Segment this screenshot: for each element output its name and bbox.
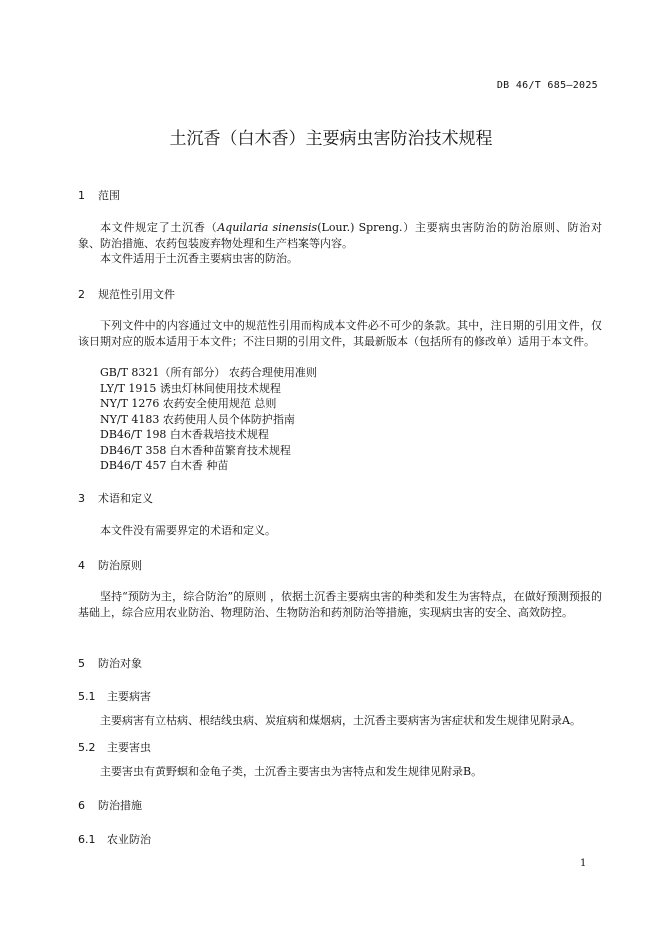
main-pests-paragraph: 主要害虫有黄野螟和金龟子类，土沉香主要害虫为害特点和发生规律见附录B。	[100, 765, 483, 778]
latin-name: Aquilaria sinensis	[217, 221, 318, 234]
section-1-heading	[78, 187, 120, 203]
reference-item: DB46/T 198 白木香栽培技术规程	[100, 428, 269, 441]
section-title: 农业防治	[107, 833, 151, 846]
reference-item: LY/T 1915 诱虫灯林间使用技术规程	[100, 382, 281, 395]
section-number: 4	[78, 559, 85, 572]
section-title: 规范性引用文件	[98, 288, 175, 301]
main-diseases-paragraph: 主要病害有立枯病、根结线虫病、炭疽病和煤烟病，土沉香主要病害为害症状和发生规律见附录A。	[100, 714, 581, 727]
scope-paragraph-2: 本文件适用于土沉香主要病虫害的防治。	[100, 252, 298, 265]
reference-item: GB/T 8321（所有部分） 农药合理使用准则	[100, 366, 317, 379]
control-principle-paragraph: 坚持“预防为主，综合防治”的原则 ，依据土沉香主要病虫害的种类和发生为害特点，在做好预测预报的基础上，综合应用农业防治、物理防治、生物防治和药剂防治等措施，实现病虫害的安全、高效防控。	[78, 590, 602, 619]
section-4-heading	[78, 557, 142, 573]
terms-paragraph: 本文件没有需要界定的术语和定义。	[100, 524, 276, 537]
section-5-2-heading	[78, 739, 151, 755]
scope-paragraph-1	[78, 220, 602, 251]
section-number: 6.1	[78, 833, 96, 846]
section-2-heading	[78, 286, 175, 302]
section-title: 主要害虫	[107, 741, 151, 754]
section-number: 3	[78, 492, 85, 505]
section-3-heading	[78, 490, 153, 506]
section-title: 防治原则	[98, 559, 142, 572]
document-code: DB 46/T 685—2025	[496, 80, 598, 91]
scope-text-a: 本文件规定了土沉香（	[100, 221, 218, 234]
page-number: 1	[580, 858, 587, 869]
document-title: 土沉香（白木香）主要病虫害防治技术规程	[169, 129, 493, 149]
section-number: 5.2	[78, 741, 96, 754]
reference-item: DB46/T 358 白木香种苗繁育技术规程	[100, 444, 291, 457]
section-5-1-heading	[78, 688, 151, 704]
section-6-1-heading	[78, 831, 151, 847]
reference-item: NY/T 1276 农药安全使用规范 总则	[100, 397, 277, 410]
section-number: 1	[78, 189, 85, 202]
section-5-heading	[78, 655, 142, 671]
scope-text-b: (Lour.) Spreng.）主要病虫害防治的防治原则、防治对象、防治措施、农药包装废弃物处理和生产档案等内容。	[78, 221, 603, 250]
section-title: 主要病害	[107, 690, 151, 703]
section-title: 防治措施	[98, 799, 142, 812]
section-title: 防治对象	[98, 657, 142, 670]
section-number: 5.1	[78, 690, 96, 703]
section-6-heading	[78, 797, 142, 813]
section-title: 范围	[98, 189, 120, 202]
normative-references-paragraph: 下列文件中的内容通过文中的规范性引用而构成本文件必不可少的条款。其中，注日期的引用文件，仅该日期对应的版本适用于本文件；不注日期的引用文件，其最新版本（包括所有的修改单）适用于本文件。	[78, 319, 602, 348]
reference-item: NY/T 4183 农药使用人员个体防护指南	[100, 413, 295, 426]
reference-item: DB46/T 457 白木香 种苗	[100, 459, 229, 472]
section-number: 2	[78, 288, 85, 301]
section-number: 6	[78, 799, 85, 812]
section-number: 5	[78, 657, 85, 670]
section-title: 术语和定义	[98, 492, 153, 505]
